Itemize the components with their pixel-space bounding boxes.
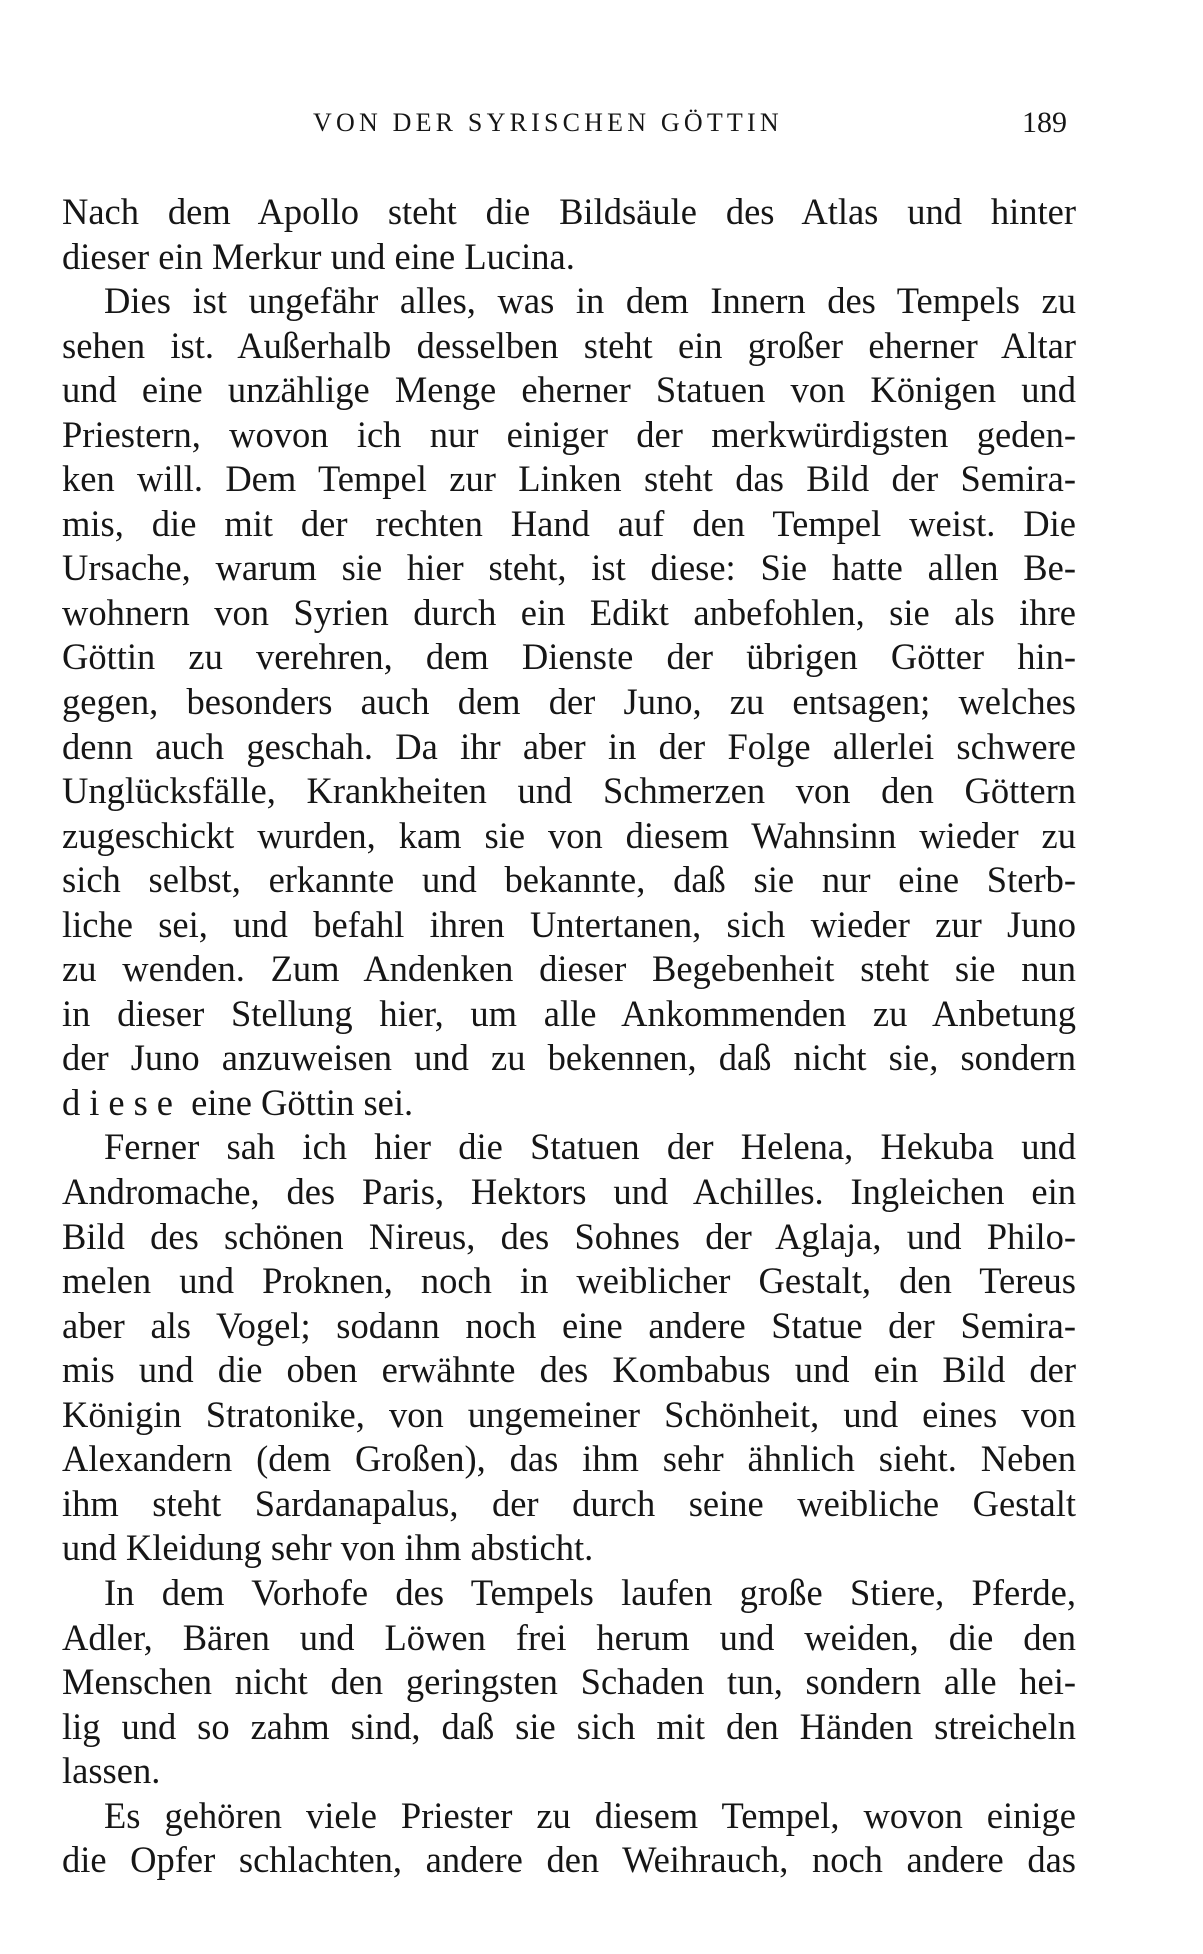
text-line xyxy=(62,546,1076,591)
line-text: gegen, besonders auch dem der Juno, zu entsagen; welches xyxy=(62,681,1076,723)
line-text: In dem Vorhofe des Tempels laufen große Stiere, Pferde, xyxy=(104,1571,1076,1613)
line-text: der Juno anzuweisen und zu bekennen, daß nicht sie, sondern xyxy=(62,1037,1076,1079)
text-line xyxy=(62,368,1076,413)
line-text: sehen ist. Außerhalb desselben steht ein großer eherner Altar xyxy=(62,324,1076,366)
running-head xyxy=(0,108,1203,148)
body-text xyxy=(62,190,1076,1883)
line-text: wohnern von Syrien durch ein Edikt anbefohlen, sie als ihre xyxy=(62,591,1076,633)
line-text: zugeschickt wurden, kam sie von diesem Wahnsinn wieder zu xyxy=(62,814,1076,856)
text-line xyxy=(62,1348,1076,1393)
text-line xyxy=(62,324,1076,369)
line-text: Ursache, warum sie hier steht, ist diese: Sie hatte allen Be- xyxy=(62,547,1076,589)
text-line xyxy=(62,947,1076,992)
line-text: Dies ist ungefähr alles, was in dem Innern des Tempels zu xyxy=(104,280,1076,322)
text-line xyxy=(62,680,1076,725)
text-line xyxy=(62,1304,1076,1349)
line-text: mis, die mit der rechten Hand auf den Tempel weist. Die xyxy=(62,502,1076,544)
line-text: zu wenden. Zum Andenken dieser Begebenheit steht sie nun xyxy=(62,948,1076,990)
text-line xyxy=(62,1705,1076,1750)
text-line xyxy=(62,235,1076,280)
line-text: liche sei, und befahl ihren Untertanen, sich wieder zur Juno xyxy=(62,903,1076,945)
text-line xyxy=(62,814,1076,859)
line-text: ken will. Dem Tempel zur Linken steht das Bild der Semira- xyxy=(62,458,1076,500)
text-line xyxy=(62,591,1076,636)
line-text: Alexandern (dem Großen), das ihm sehr ähnlich sieht. Neben xyxy=(62,1438,1076,1480)
line-text: lig und so zahm sind, daß sie sich mit den Händen streicheln xyxy=(62,1705,1076,1747)
line-text: sich selbst, erkannte und bekannte, daß sie nur eine Sterb- xyxy=(62,859,1076,901)
text-line xyxy=(62,635,1076,680)
text-line xyxy=(62,413,1076,458)
line-text: Adler, Bären und Löwen frei herum und weiden, die den xyxy=(62,1616,1076,1658)
text-line xyxy=(62,1081,1076,1126)
text-line xyxy=(62,1437,1076,1482)
line-text: Andromache, des Paris, Hektors und Achilles. Ingleichen ein xyxy=(62,1171,1076,1213)
text-line xyxy=(62,1571,1076,1616)
text-line xyxy=(62,1749,1076,1794)
text-line xyxy=(62,858,1076,903)
line-text: Königin Stratonike, von ungemeiner Schönheit, und eines von xyxy=(62,1393,1076,1435)
text-line xyxy=(62,1526,1076,1571)
line-text: Ferner sah ich hier die Statuen der Helena, Hekuba und xyxy=(104,1126,1076,1168)
emphasized-word: diese xyxy=(62,1081,182,1123)
text-line xyxy=(62,457,1076,502)
text-line xyxy=(62,769,1076,814)
text-line xyxy=(62,1393,1076,1438)
line-text: Nach dem Apollo steht die Bildsäule des Atlas und hinter xyxy=(62,191,1076,232)
text-line xyxy=(62,1259,1076,1304)
line-text: in dieser Stellung hier, um alle Ankommenden zu Anbetung xyxy=(62,992,1076,1034)
text-line xyxy=(62,1482,1076,1527)
line-text: melen und Proknen, noch in weiblicher Gestalt, den Tereus xyxy=(62,1260,1076,1302)
line-text: Es gehören viele Priester zu diesem Tempel, wovon einige xyxy=(104,1794,1076,1836)
page-number: 189 xyxy=(1022,106,1067,139)
line-text: denn auch geschah. Da ihr aber in der Folge allerlei schwere xyxy=(62,725,1076,767)
line-text: ihm steht Sardanapalus, der durch seine weibliche Gestalt xyxy=(62,1482,1076,1524)
text-line xyxy=(62,1794,1076,1839)
line-text: Priestern, wovon ich nur einiger der merkwürdigsten geden- xyxy=(62,413,1076,455)
line-text: mis und die oben erwähnte des Kombabus und ein Bild der xyxy=(62,1349,1076,1391)
text-line xyxy=(62,190,1076,235)
line-text: Bild des schönen Nireus, des Sohnes der Aglaja, und Philo- xyxy=(62,1215,1076,1257)
text-line xyxy=(62,1036,1076,1081)
line-text: und eine unzählige Menge eherner Statuen von Königen und xyxy=(62,369,1076,411)
text-line xyxy=(62,1215,1076,1260)
text-line xyxy=(62,502,1076,547)
text-line xyxy=(62,279,1076,324)
line-text: lassen. xyxy=(62,1750,161,1792)
line-text: Menschen nicht den geringsten Schaden tun, sondern alle hei- xyxy=(62,1661,1076,1703)
line-text: aber als Vogel; sodann noch eine andere Statue der Semira- xyxy=(62,1304,1076,1346)
line-text: Göttin zu verehren, dem Dienste der übrigen Götter hin- xyxy=(62,636,1076,678)
line-text: dieser ein Merkur und eine Lucina. xyxy=(62,235,575,277)
text-line xyxy=(62,1616,1076,1661)
line-text: Unglücksfälle, Krankheiten und Schmerzen von den Göttern xyxy=(62,770,1076,812)
line-text: eine Göttin sei. xyxy=(191,1081,414,1123)
text-line xyxy=(62,1170,1076,1215)
text-line xyxy=(62,1838,1076,1883)
text-line xyxy=(62,1125,1076,1170)
text-line xyxy=(62,725,1076,770)
text-line xyxy=(62,1660,1076,1705)
text-line xyxy=(62,992,1076,1037)
text-line xyxy=(62,903,1076,948)
line-text: und Kleidung sehr von ihm absticht. xyxy=(62,1527,594,1569)
running-title: VON DER SYRISCHEN GÖTTIN xyxy=(313,108,783,137)
line-text: die Opfer schlachten, andere den Weihrauch, noch andere das xyxy=(62,1839,1076,1881)
